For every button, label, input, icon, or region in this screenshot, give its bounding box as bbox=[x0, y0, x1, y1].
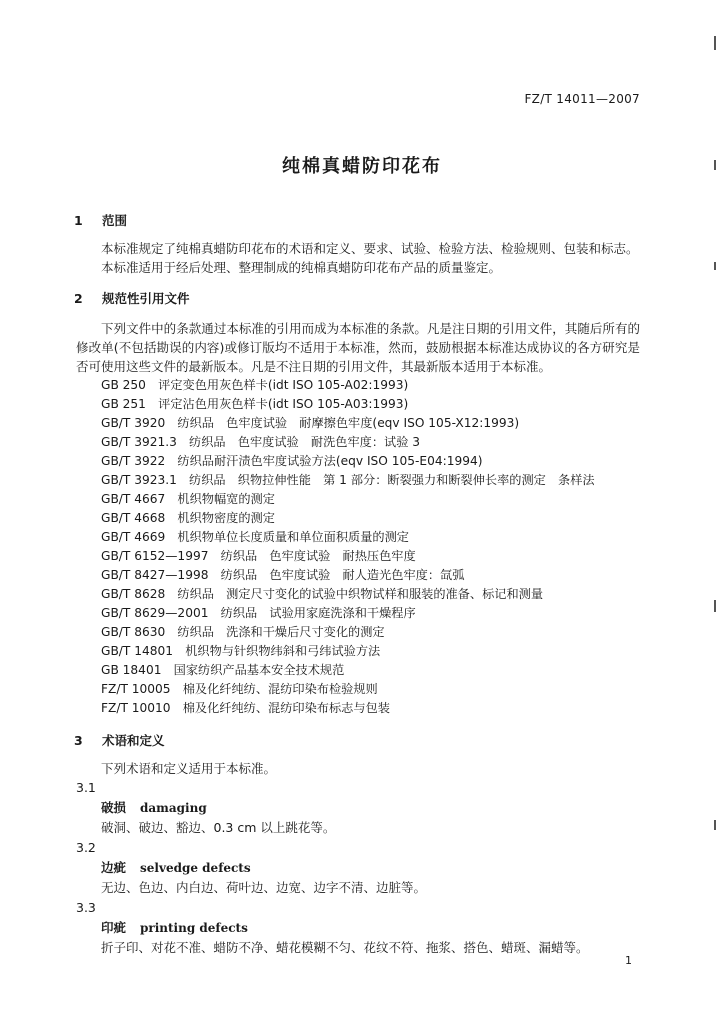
reference-item: GB/T 14801 机织物与针织物纬斜和弓纬试验方法 bbox=[101, 644, 381, 658]
reference-item: FZ/T 10010 棉及化纤纯纺、混纺印染布标志与包装 bbox=[101, 701, 390, 715]
scan-edge-mark bbox=[714, 262, 716, 270]
reference-item: GB/T 3921.3 纺织品 色牢度试验 耐洗色牢度：试验 3 bbox=[101, 435, 421, 449]
section-heading bbox=[0, 731, 724, 751]
term-name bbox=[0, 798, 724, 818]
reference-item: GB/T 4669 机织物单位长度质量和单位面积质量的测定 bbox=[101, 530, 409, 544]
reference-item: GB/T 8630 纺织品 洗涤和干燥后尺寸变化的测定 bbox=[101, 625, 385, 639]
reference-item: GB/T 6152—1997 纺织品 色牢度试验 耐热压色牢度 bbox=[101, 549, 416, 563]
term-definition: 折子印、对花不准、蜡防不净、蜡花模糊不匀、花纹不符、拖浆、搭色、蜡斑、漏蜡等。 bbox=[101, 940, 589, 955]
section-title: 规范性引用文件 bbox=[102, 291, 190, 306]
term-entry bbox=[0, 898, 724, 958]
scan-edge-mark bbox=[714, 600, 716, 612]
reference-item: GB/T 4668 机织物密度的测定 bbox=[101, 511, 275, 525]
term-en: damaging bbox=[140, 801, 207, 815]
scan-edge-mark bbox=[714, 820, 716, 830]
paragraph: 本标准规定了纯棉真蜡防印花布的术语和定义、要求、试验、检验方法、检验规则、包装和标志。 bbox=[101, 241, 639, 256]
reference-item: GB/T 3922 纺织品耐汗渍色牢度试验方法(eqv ISO 105-E04:1994) bbox=[101, 454, 483, 468]
intro-paragraph: 下列术语和定义适用于本标准。 bbox=[101, 761, 277, 776]
reference-item: FZ/T 10005 棉及化纤纯纺、混纺印染布检验规则 bbox=[101, 682, 378, 696]
term-cn: 边疵 bbox=[101, 860, 127, 875]
page-number: 1 bbox=[625, 954, 632, 967]
term-en: selvedge defects bbox=[140, 861, 251, 875]
term-en: printing defects bbox=[140, 921, 248, 935]
section-scope bbox=[0, 211, 724, 277]
reference-item: GB/T 3923.1 纺织品 织物拉伸性能 第 1 部分：断裂强力和断裂伸长率的测定 条样法 bbox=[101, 473, 595, 487]
term-entry bbox=[0, 778, 724, 838]
term-cn: 印疵 bbox=[101, 920, 127, 935]
standard-code: FZ/T 14011—2007 bbox=[524, 92, 640, 106]
term-entry bbox=[0, 838, 724, 898]
term-name bbox=[0, 858, 724, 878]
section-title: 术语和定义 bbox=[102, 733, 165, 748]
term-definition: 无边、色边、内白边、荷叶边、边宽、边字不清、边脏等。 bbox=[101, 880, 427, 895]
term-definition: 破洞、破边、豁边、0.3 cm 以上跳花等。 bbox=[101, 820, 336, 835]
reference-item: GB 250 评定变色用灰色样卡(idt ISO 105-A02:1993) bbox=[101, 378, 409, 392]
reference-item: GB/T 8629—2001 纺织品 试验用家庭洗涤和干燥程序 bbox=[101, 606, 416, 620]
reference-item: GB/T 3920 纺织品 色牢度试验 耐摩擦色牢度(eqv ISO 105-X12:1993) bbox=[101, 416, 520, 430]
term-name bbox=[0, 918, 724, 938]
section-number: 2 bbox=[74, 291, 83, 306]
reference-item: GB 18401 国家纺织产品基本安全技术规范 bbox=[101, 663, 345, 677]
intro-paragraph: 下列文件中的条款通过本标准的引用而成为本标准的条款。凡是注日期的引用文件，其随后所有的修改单(不包括勘误的内容)或修订版均不适用于本标准，然而，鼓励根据本标准达成协议的各方研究是否可使用这些文件的最新版本。凡是不注日期的引用文件，其最新版本适用于本标准。 bbox=[76, 321, 640, 374]
term-number: 3.2 bbox=[76, 840, 96, 855]
section-number: 3 bbox=[74, 733, 83, 748]
document-title: 纯棉真蜡防印花布 bbox=[282, 156, 442, 177]
reference-item: GB/T 8427—1998 纺织品 色牢度试验 耐人造光色牢度：氙弧 bbox=[101, 568, 465, 582]
term-number: 3.1 bbox=[76, 780, 96, 795]
section-heading bbox=[0, 289, 724, 309]
section-normative-references bbox=[0, 289, 724, 718]
reference-item: GB 251 评定沾色用灰色样卡(idt ISO 105-A03:1993) bbox=[101, 397, 409, 411]
section-number: 1 bbox=[74, 213, 83, 228]
scan-edge-mark bbox=[714, 160, 716, 170]
paragraph: 本标准适用于经后处理、整理制成的纯棉真蜡防印花布产品的质量鉴定。 bbox=[101, 260, 502, 275]
section-terms-definitions bbox=[0, 731, 724, 958]
term-cn: 破损 bbox=[101, 800, 127, 815]
section-title: 范围 bbox=[102, 213, 128, 228]
reference-item: GB/T 8628 纺织品 测定尺寸变化的试验中织物试样和服装的准备、标记和测量 bbox=[101, 587, 544, 601]
scan-edge-mark bbox=[714, 36, 716, 50]
section-heading bbox=[0, 211, 724, 231]
reference-list bbox=[0, 376, 724, 718]
term-number: 3.3 bbox=[76, 900, 96, 915]
reference-item: GB/T 4667 机织物幅宽的测定 bbox=[101, 492, 275, 506]
